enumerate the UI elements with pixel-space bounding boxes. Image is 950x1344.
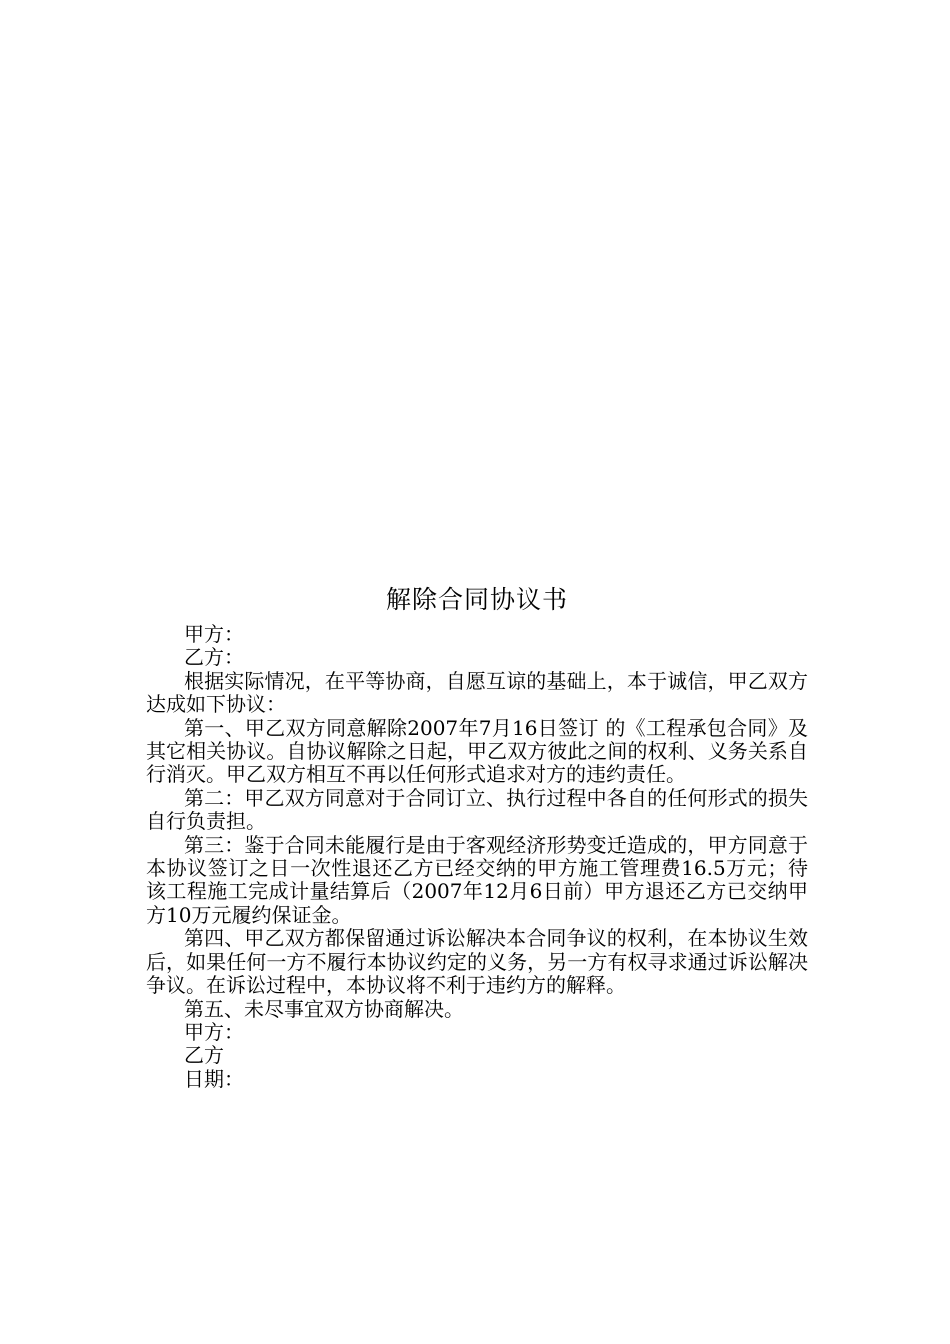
document-title: 解除合同协议书 [385, 585, 568, 614]
clause-3: 第三：鉴于合同未能履行是由于客观经济形势变迁造成的，甲方同意于本协议签订之日一次性退还乙方已经交纳的甲方施工管理费16.5万元；待该工程施工完成计量结算后（2007年12月6日前）甲方退还乙方已交纳甲方10万元履约保证金。 [146, 832, 808, 927]
agreement-document [146, 583, 808, 1091]
preamble-paragraph: 根据实际情况，在平等协商，自愿互谅的基础上，本于诚信，甲乙双方达成如下协议： [146, 668, 808, 717]
party-b-label: 乙方： [184, 645, 244, 670]
signature-party-a: 甲方： [184, 1019, 244, 1044]
signature-party-b: 乙方 [184, 1043, 224, 1068]
clause-1: 第一、甲乙双方同意解除2007年7月16日签订 的《工程承包合同》及其它相关协议。自协议解除之日起，甲乙双方彼此之间的权利、义务关系自行消灭。甲乙双方相互不再以任何形式追求对方的违约责任。 [146, 715, 808, 787]
party-a-label: 甲方： [184, 622, 244, 646]
clause-4: 第四、甲乙双方都保留通过诉讼解决本合同争议的权利，在本协议生效后，如果任何一方不履行本协议约定的义务，另一方有权寻求通过诉讼解决争议。在诉讼过程中，本协议将不利于违约方的解释。 [146, 926, 808, 998]
signature-date: 日期： [184, 1066, 244, 1091]
clause-5: 第五、未尽事宜双方协商解决。 [184, 996, 464, 1021]
clause-2: 第二：甲乙双方同意对于合同订立、执行过程中各自的任何形式的损失自行负责担。 [146, 785, 808, 834]
